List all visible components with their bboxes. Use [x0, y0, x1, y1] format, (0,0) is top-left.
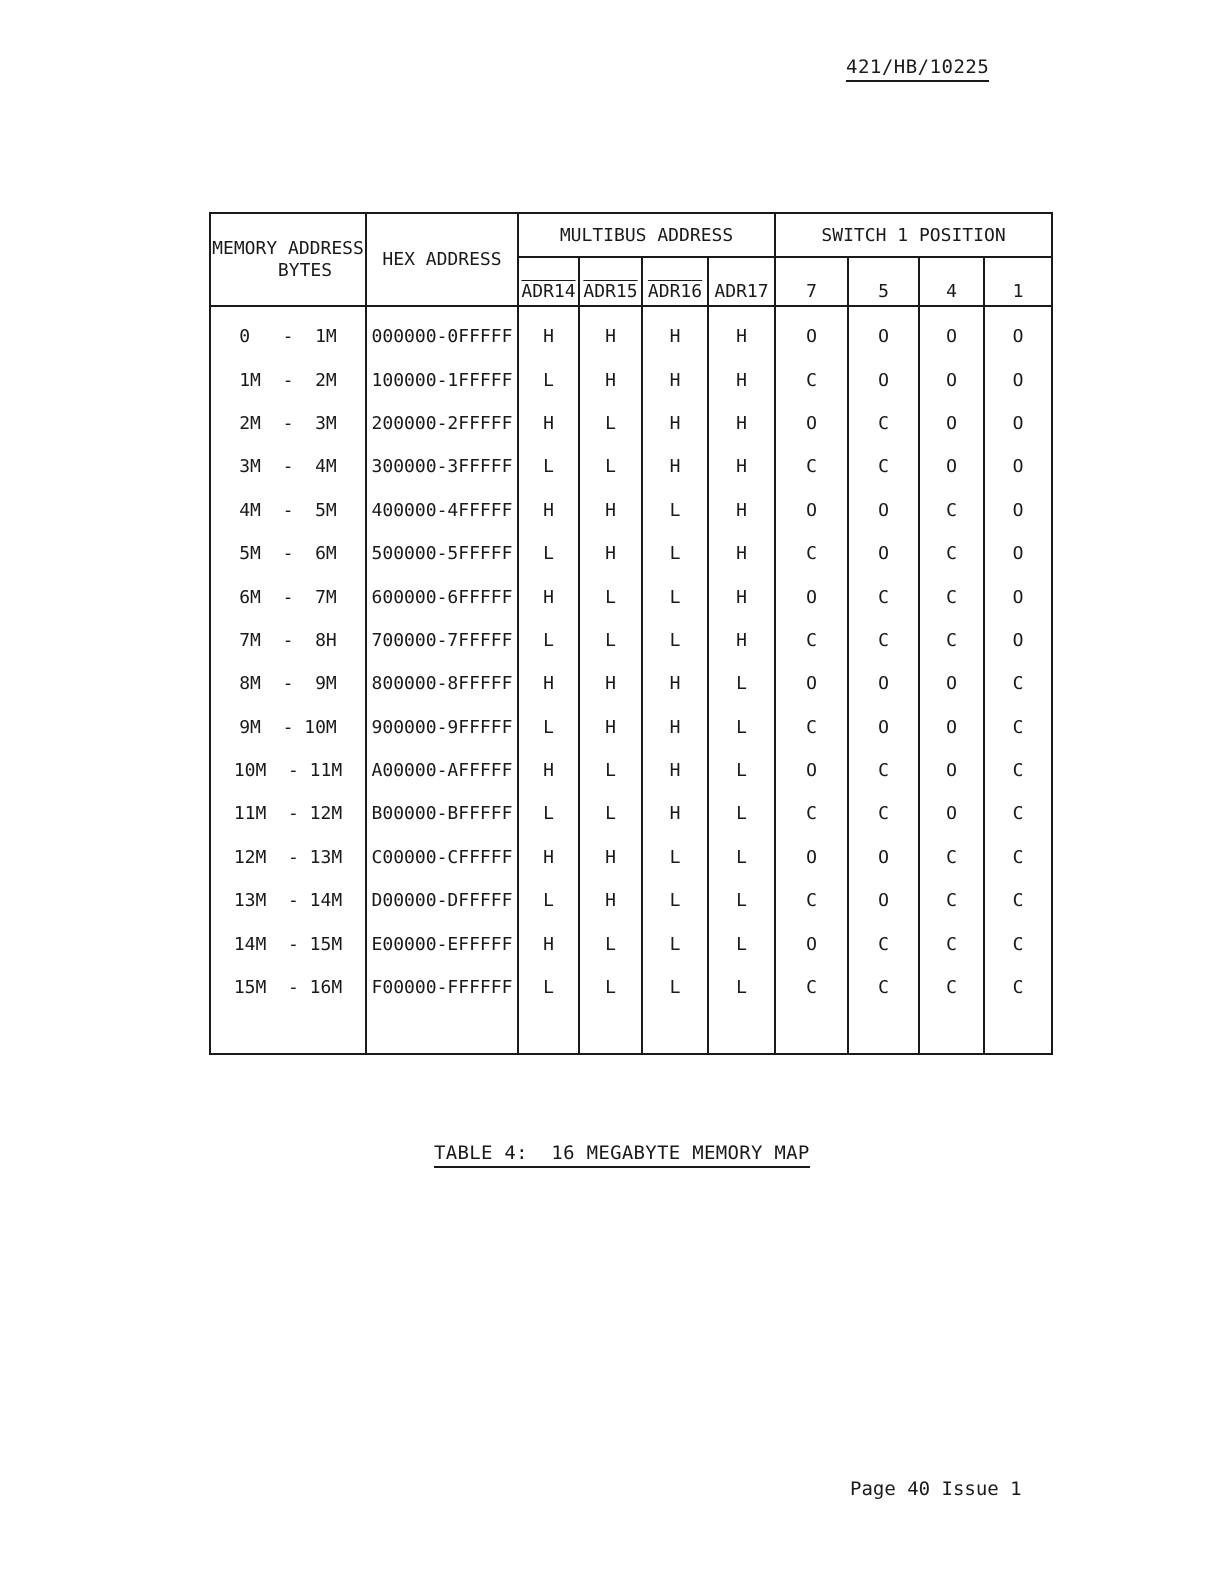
- cell-adr15: H: [579, 532, 642, 575]
- adr14-label: ADR14: [521, 281, 576, 302]
- cell-sw5: C: [848, 619, 919, 662]
- cell-sw4: C: [919, 922, 984, 965]
- cell-range: 6M - 7M: [210, 575, 366, 618]
- cell-adr17: L: [708, 966, 775, 1009]
- page-footer: Page 40 Issue 1: [850, 1478, 1022, 1500]
- cell-sw5: O: [848, 836, 919, 879]
- cell-hex: 500000-5FFFFF: [366, 532, 518, 575]
- cell-range: 4M - 5M: [210, 489, 366, 532]
- cell-sw7: O: [775, 749, 848, 792]
- cell-sw5: C: [848, 575, 919, 618]
- cell-sw7: C: [775, 358, 848, 401]
- cell-hex: D00000-DFFFFF: [366, 879, 518, 922]
- cell-range: 9M - 10M: [210, 706, 366, 749]
- cell-adr15: L: [579, 792, 642, 835]
- cell-adr14: L: [518, 358, 579, 401]
- cell-adr16: H: [642, 706, 708, 749]
- cell-hex: F00000-FFFFFF: [366, 966, 518, 1009]
- table-row: [210, 706, 1052, 749]
- switch-4-header: 4: [919, 257, 984, 306]
- cell-adr16: L: [642, 922, 708, 965]
- cell-range: 11M - 12M: [210, 792, 366, 835]
- multibus-address-header: MULTIBUS ADDRESS: [518, 213, 775, 257]
- cell-sw4: C: [919, 489, 984, 532]
- cell-adr15: H: [579, 489, 642, 532]
- cell-hex: 800000-8FFFFF: [366, 662, 518, 705]
- cell-adr17: H: [708, 306, 775, 358]
- cell-adr14: H: [518, 662, 579, 705]
- adr14-header: [518, 257, 579, 306]
- table-row: [210, 792, 1052, 835]
- cell-hex: 900000-9FFFFF: [366, 706, 518, 749]
- memory-address-header-line2: BYTES: [277, 259, 333, 281]
- cell-adr17: H: [708, 489, 775, 532]
- adr16-header: [642, 257, 708, 306]
- cell-sw1: C: [984, 836, 1052, 879]
- cell-adr15: H: [579, 358, 642, 401]
- cell-sw7: C: [775, 619, 848, 662]
- cell-range: 3M - 4M: [210, 445, 366, 488]
- cell-sw1: O: [984, 619, 1052, 662]
- cell-adr17: H: [708, 358, 775, 401]
- table-row: [210, 879, 1052, 922]
- cell-adr14: L: [518, 966, 579, 1009]
- hex-address-header: HEX ADDRESS: [366, 213, 518, 306]
- cell-range: 8M - 9M: [210, 662, 366, 705]
- cell-adr16: L: [642, 879, 708, 922]
- cell-adr15: L: [579, 445, 642, 488]
- cell-adr16: L: [642, 489, 708, 532]
- cell-adr14: H: [518, 836, 579, 879]
- cell-sw5: C: [848, 792, 919, 835]
- cell-adr16: H: [642, 445, 708, 488]
- cell-adr16: L: [642, 575, 708, 618]
- cell-adr15: L: [579, 749, 642, 792]
- cell-sw5: C: [848, 402, 919, 445]
- cell-sw1: O: [984, 575, 1052, 618]
- cell-hex: 000000-0FFFFF: [366, 306, 518, 358]
- cell-adr17: L: [708, 792, 775, 835]
- cell-adr15: L: [579, 402, 642, 445]
- cell-sw4: C: [919, 879, 984, 922]
- cell-sw1: C: [984, 792, 1052, 835]
- cell-sw5: C: [848, 445, 919, 488]
- cell-sw1: O: [984, 445, 1052, 488]
- cell-sw5: C: [848, 749, 919, 792]
- table-bottom-spacer: [210, 1009, 1052, 1053]
- cell-adr14: L: [518, 879, 579, 922]
- cell-sw1: C: [984, 966, 1052, 1009]
- cell-sw1: C: [984, 706, 1052, 749]
- cell-hex: B00000-BFFFFF: [366, 792, 518, 835]
- cell-sw1: O: [984, 358, 1052, 401]
- cell-hex: 400000-4FFFFF: [366, 489, 518, 532]
- adr15-header: [579, 257, 642, 306]
- cell-adr17: H: [708, 575, 775, 618]
- cell-adr15: H: [579, 879, 642, 922]
- cell-sw5: O: [848, 879, 919, 922]
- cell-sw5: O: [848, 706, 919, 749]
- cell-sw5: O: [848, 489, 919, 532]
- cell-range: 0 - 1M: [210, 306, 366, 358]
- memory-address-header-line1: MEMORY ADDRESS: [212, 237, 364, 259]
- cell-sw7: O: [775, 489, 848, 532]
- cell-adr15: H: [579, 306, 642, 358]
- cell-adr17: L: [708, 836, 775, 879]
- cell-range: 10M - 11M: [210, 749, 366, 792]
- cell-sw1: O: [984, 402, 1052, 445]
- cell-sw7: O: [775, 575, 848, 618]
- table-row: [210, 922, 1052, 965]
- cell-range: 13M - 14M: [210, 879, 366, 922]
- cell-adr16: H: [642, 749, 708, 792]
- adr16-label: ADR16: [647, 281, 703, 302]
- cell-adr15: H: [579, 706, 642, 749]
- cell-adr15: H: [579, 662, 642, 705]
- cell-range: 5M - 6M: [210, 532, 366, 575]
- cell-sw4: O: [919, 358, 984, 401]
- cell-adr16: H: [642, 358, 708, 401]
- cell-sw5: O: [848, 532, 919, 575]
- cell-adr17: L: [708, 879, 775, 922]
- memory-address-header: [210, 213, 366, 306]
- cell-sw4: O: [919, 662, 984, 705]
- cell-sw7: O: [775, 662, 848, 705]
- cell-adr14: H: [518, 749, 579, 792]
- cell-sw4: C: [919, 532, 984, 575]
- cell-adr16: H: [642, 792, 708, 835]
- cell-adr16: L: [642, 619, 708, 662]
- switch-1-header: 1: [984, 257, 1052, 306]
- cell-sw1: C: [984, 662, 1052, 705]
- cell-adr17: H: [708, 532, 775, 575]
- cell-adr14: L: [518, 706, 579, 749]
- cell-sw5: O: [848, 358, 919, 401]
- switch-7-header: 7: [775, 257, 848, 306]
- cell-sw7: C: [775, 706, 848, 749]
- cell-sw1: O: [984, 532, 1052, 575]
- table-row: [210, 532, 1052, 575]
- cell-adr17: L: [708, 749, 775, 792]
- cell-adr14: H: [518, 489, 579, 532]
- cell-range: 12M - 13M: [210, 836, 366, 879]
- table-row: [210, 489, 1052, 532]
- cell-adr14: L: [518, 619, 579, 662]
- cell-sw4: O: [919, 749, 984, 792]
- table-row: [210, 575, 1052, 618]
- cell-sw4: C: [919, 836, 984, 879]
- table-caption: TABLE 4: 16 MEGABYTE MEMORY MAP: [434, 1142, 810, 1168]
- cell-range: 7M - 8H: [210, 619, 366, 662]
- table-row: [210, 662, 1052, 705]
- cell-adr17: H: [708, 402, 775, 445]
- cell-adr17: H: [708, 445, 775, 488]
- cell-adr16: L: [642, 532, 708, 575]
- cell-adr16: H: [642, 306, 708, 358]
- cell-sw4: O: [919, 445, 984, 488]
- cell-sw4: O: [919, 402, 984, 445]
- memory-map-table: [209, 212, 1053, 1055]
- cell-sw1: O: [984, 306, 1052, 358]
- cell-adr17: L: [708, 706, 775, 749]
- cell-sw4: O: [919, 706, 984, 749]
- cell-adr14: L: [518, 532, 579, 575]
- table-row: [210, 402, 1052, 445]
- cell-adr15: L: [579, 922, 642, 965]
- cell-range: 14M - 15M: [210, 922, 366, 965]
- cell-adr17: H: [708, 619, 775, 662]
- cell-sw7: C: [775, 792, 848, 835]
- cell-sw7: C: [775, 445, 848, 488]
- cell-adr16: H: [642, 402, 708, 445]
- cell-sw7: C: [775, 879, 848, 922]
- cell-sw5: O: [848, 662, 919, 705]
- cell-adr14: H: [518, 402, 579, 445]
- cell-sw4: O: [919, 792, 984, 835]
- cell-range: 1M - 2M: [210, 358, 366, 401]
- cell-sw4: O: [919, 306, 984, 358]
- cell-adr16: L: [642, 836, 708, 879]
- cell-sw7: O: [775, 922, 848, 965]
- cell-sw7: C: [775, 532, 848, 575]
- cell-sw4: C: [919, 966, 984, 1009]
- switch-5-header: 5: [848, 257, 919, 306]
- cell-adr15: L: [579, 619, 642, 662]
- switch-position-header: SWITCH 1 POSITION: [775, 213, 1052, 257]
- cell-sw5: C: [848, 966, 919, 1009]
- cell-adr17: L: [708, 922, 775, 965]
- cell-hex: 600000-6FFFFF: [366, 575, 518, 618]
- cell-adr16: L: [642, 966, 708, 1009]
- cell-hex: 200000-2FFFFF: [366, 402, 518, 445]
- cell-adr17: L: [708, 662, 775, 705]
- table-row: [210, 445, 1052, 488]
- table-row: [210, 836, 1052, 879]
- cell-sw7: C: [775, 966, 848, 1009]
- cell-hex: C00000-CFFFFF: [366, 836, 518, 879]
- table-row: [210, 306, 1052, 358]
- cell-adr15: H: [579, 836, 642, 879]
- cell-sw7: O: [775, 306, 848, 358]
- table-row: [210, 749, 1052, 792]
- cell-adr15: L: [579, 575, 642, 618]
- cell-adr14: H: [518, 575, 579, 618]
- adr15-label: ADR15: [583, 281, 638, 302]
- cell-adr14: L: [518, 445, 579, 488]
- cell-range: 15M - 16M: [210, 966, 366, 1009]
- cell-adr15: L: [579, 966, 642, 1009]
- cell-sw7: O: [775, 836, 848, 879]
- adr17-header: ADR17: [708, 257, 775, 306]
- cell-hex: 100000-1FFFFF: [366, 358, 518, 401]
- cell-sw5: O: [848, 306, 919, 358]
- cell-sw5: C: [848, 922, 919, 965]
- cell-adr14: H: [518, 922, 579, 965]
- table-row: [210, 619, 1052, 662]
- cell-range: 2M - 3M: [210, 402, 366, 445]
- document-reference: 421/HB/10225: [846, 56, 989, 82]
- cell-hex: 300000-3FFFFF: [366, 445, 518, 488]
- cell-sw1: O: [984, 489, 1052, 532]
- cell-sw4: C: [919, 619, 984, 662]
- cell-sw7: O: [775, 402, 848, 445]
- cell-adr14: L: [518, 792, 579, 835]
- cell-sw1: C: [984, 879, 1052, 922]
- cell-adr14: H: [518, 306, 579, 358]
- cell-sw1: C: [984, 922, 1052, 965]
- table-row: [210, 358, 1052, 401]
- table-row: [210, 966, 1052, 1009]
- cell-adr16: H: [642, 662, 708, 705]
- cell-hex: 700000-7FFFFF: [366, 619, 518, 662]
- cell-hex: A00000-AFFFFF: [366, 749, 518, 792]
- cell-sw4: C: [919, 575, 984, 618]
- cell-sw1: C: [984, 749, 1052, 792]
- cell-hex: E00000-EFFFFF: [366, 922, 518, 965]
